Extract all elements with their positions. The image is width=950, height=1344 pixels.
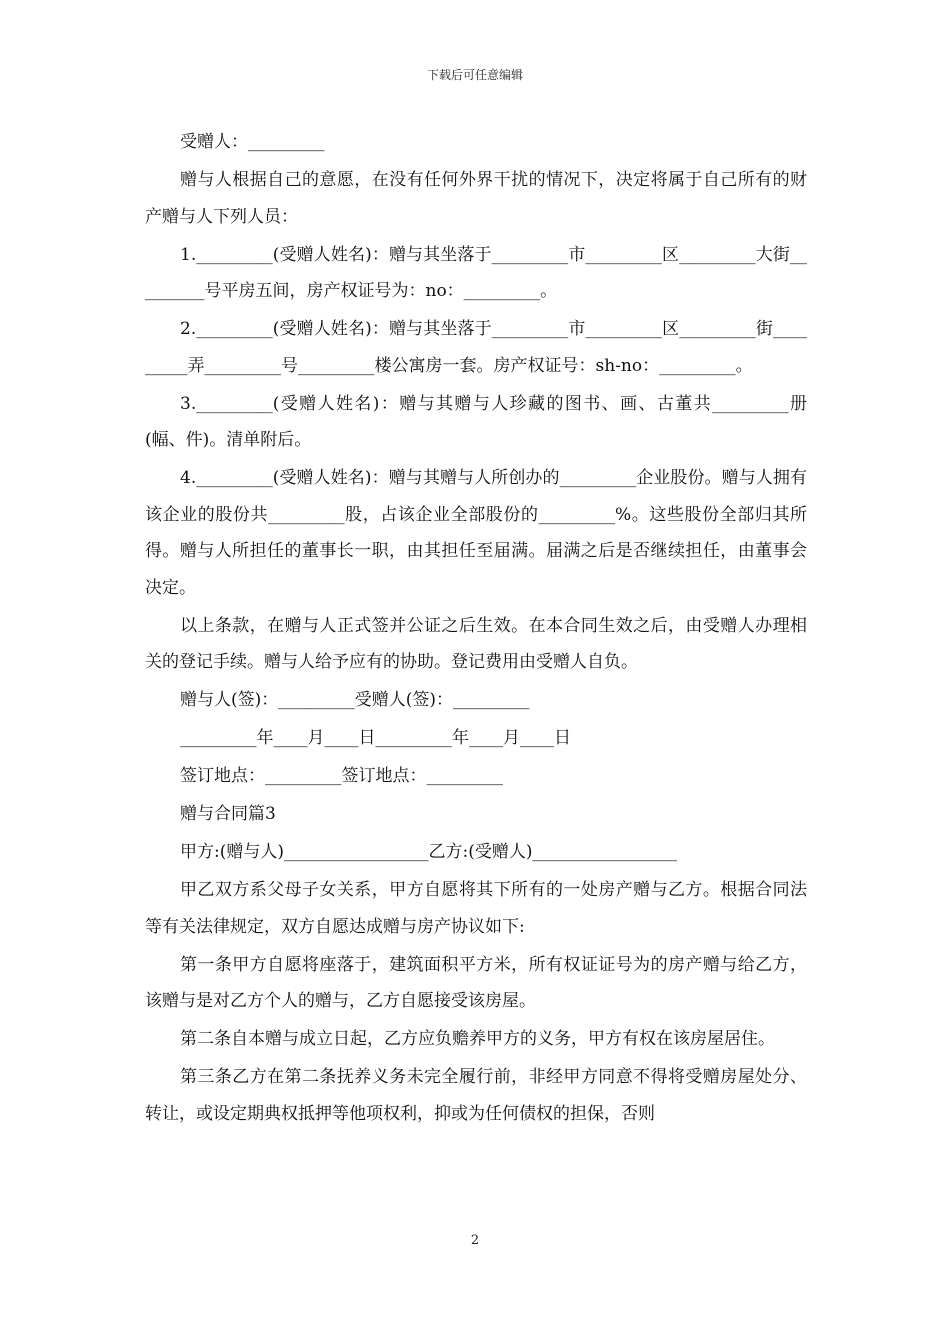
page-header: 下载后可任意编辑 xyxy=(426,68,523,82)
effectiveness-paragraph: 以上条款，在赠与人正式签并公证之后生效。在本合同生效之后，由受赠人办理相关的登记手续。赠与人给予应有的协助。登记费用由受赠人自负。 xyxy=(145,615,807,672)
signing-place-line: 签订地点：_________签订地点：_________ xyxy=(180,766,503,786)
article-3: 第三条乙方在第二条抚养义务未完全履行前，非经甲方同意不得将受赠房屋处分、转让，或设定期典权抵押等他项权利，抑或为任何债权的担保，否则 xyxy=(145,1067,807,1124)
page-number: 2 xyxy=(470,1233,480,1248)
intro-paragraph: 赠与人根据自己的意愿，在没有任何外界干扰的情况下，决定将属于自己所有的财产赠与人下列人员： xyxy=(145,170,807,227)
recipient-line: 受赠人：_________ xyxy=(180,132,325,152)
clause-3: 3._________(受赠人姓名)：赠与其赠与人珍藏的图书、画、古董共_________册(幅、件)。清单附后。 xyxy=(145,393,807,450)
clause-4: 4._________(受赠人姓名)：赠与其赠与人所创办的_________企业股份。赠与人拥有该企业的股份共_________股，占该企业全部股份的_________%。这些股份全部归其所得。赠与人所担任的董事长一职，由其担任至届满。届满之后是否继续担任，由董事会决定。 xyxy=(145,468,807,598)
parties-line: 甲方:(赠与人)_________________乙方:(受赠人)_________________ xyxy=(180,842,677,862)
article-1: 第一条甲方自愿将座落于，建筑面积平方米，所有权证证号为的房产赠与给乙方，该赠与是对乙方个人的赠与，乙方自愿接受该房屋。 xyxy=(145,954,807,1011)
clause-2: 2._________(受赠人姓名)：赠与其坐落于_________市_________区_________街_________弄_________号_________楼公寓房一套。房产权证号：sh-no：_________。 xyxy=(145,319,807,376)
article-2: 第二条自本赠与成立日起，乙方应负赡养甲方的义务，甲方有权在该房屋居住。 xyxy=(180,1029,775,1049)
signature-line: 赠与人(签)：_________受赠人(签)：_________ xyxy=(180,690,530,710)
date-line: _________年____月____日_________年____月____日 xyxy=(180,728,571,748)
clause-1: 1._________(受赠人姓名)：赠与其坐落于_________市_________区_________大街_________号平房五间，房产权证号为：no：_________。 xyxy=(145,244,807,301)
section-title: 赠与合同篇3 xyxy=(180,804,276,824)
relationship-paragraph: 甲乙双方系父母子女关系，甲方自愿将其下所有的一处房产赠与乙方。根据合同法等有关法律规定，双方自愿达成赠与房产协议如下: xyxy=(145,880,807,937)
document-body xyxy=(145,124,807,1134)
